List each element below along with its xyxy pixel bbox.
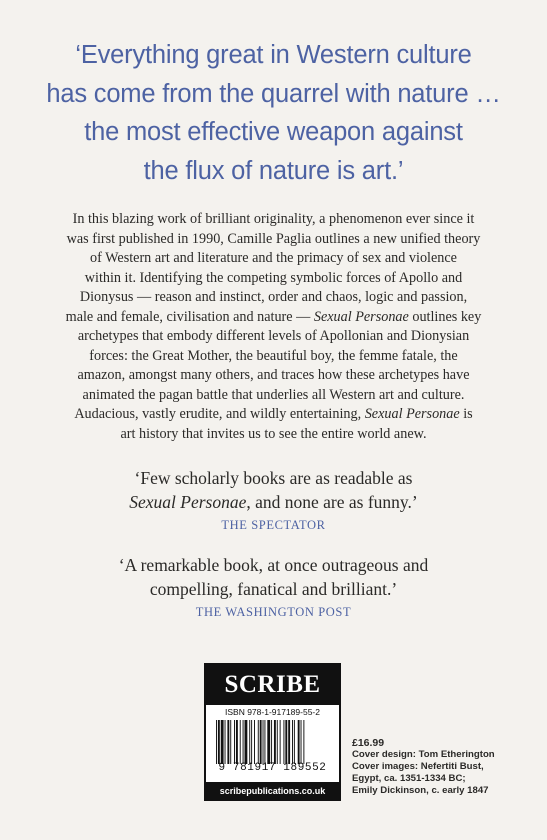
description-text: male and female, civilisation and nature — <box>65 308 314 325</box>
barcode-bar <box>285 720 287 764</box>
barcode-bar <box>292 720 293 764</box>
barcode-bar <box>271 720 272 764</box>
barcode-bar <box>235 720 237 764</box>
barcode-bar <box>239 720 240 764</box>
barcode-bar <box>234 720 235 764</box>
review-source: THE SPECTATOR <box>221 518 326 532</box>
isbn-label: ISBN 978-1-917189-55-2 <box>225 707 320 717</box>
barcode-digits: 9 781917 189552 <box>218 762 327 774</box>
description-line: In this blazing work of brilliant originality, a phenomenon ever since it <box>72 211 475 227</box>
review-source: THE WASHINGTON POST <box>195 605 352 619</box>
description-line: amazon, amongst many others, and traces how these archetypes have <box>77 367 470 383</box>
barcode-panel <box>204 663 341 801</box>
barcode-bar <box>251 720 252 764</box>
description-line <box>52 405 495 425</box>
barcode-bar <box>288 720 290 764</box>
book-title-italic: Sexual Personae <box>364 406 460 422</box>
credit-line: Emily Dickinson, c. early 1847 <box>352 785 489 796</box>
credit-line: Cover design: Tom Etherington <box>352 749 495 760</box>
credit-line: Cover images: Nefertiti Bust, <box>352 761 484 772</box>
description-line: art history that invites us to see the entire world anew. <box>120 425 427 442</box>
price-label: £16.99 <box>352 737 385 749</box>
book-title-italic: Sexual Personae <box>313 308 409 325</box>
barcode-bars <box>214 720 332 764</box>
pull-quote <box>30 36 517 190</box>
description-line: was first published in 1990, Camille Paglia outlines a new unified theory <box>66 230 481 247</box>
barcode-bar <box>217 720 219 764</box>
review-quote-spectator <box>40 466 507 533</box>
pull-quote-line: has come from the quarrel with nature … <box>46 79 501 108</box>
description-line: animated the pagan battle that underlies all Western art and culture. <box>82 386 465 403</box>
barcode-bar <box>227 720 229 764</box>
publisher-website: scribepublications.co.uk <box>206 782 339 799</box>
description-text: outlines key <box>408 308 482 325</box>
review-line <box>40 490 507 514</box>
barcode-bar <box>254 720 255 764</box>
barcode-bar <box>276 720 277 764</box>
barcode-bar <box>303 720 304 764</box>
barcode-bar <box>216 720 217 764</box>
description-text: is <box>459 406 473 422</box>
description-line: of Western art and literature and the primacy of sex and violence <box>90 250 457 266</box>
description-text: Audacious, vastly erudite, and wildly entertaining, <box>74 406 365 422</box>
barcode-bar <box>264 720 265 764</box>
book-description <box>52 210 495 444</box>
barcode-bar <box>279 720 280 764</box>
barcode-bar <box>249 720 250 764</box>
barcode-bar <box>257 720 258 764</box>
barcode-bar <box>297 720 299 764</box>
barcode-bar <box>273 720 275 764</box>
barcode-bar <box>267 720 270 764</box>
description-line: forces: the Great Mother, the beautiful boy, the femme fatale, the <box>89 347 458 364</box>
barcode-bar <box>293 720 294 764</box>
description-line: archetypes that embody different levels of Apollonian and Dionysian <box>77 328 470 344</box>
review-quote-washington-post <box>40 553 507 620</box>
book-title-italic: Sexual Personae <box>129 492 247 512</box>
barcode-bar <box>220 720 223 764</box>
barcode-bar <box>262 720 263 764</box>
review-line: ‘A remarkable book, at once outrageous and <box>118 555 429 575</box>
pull-quote-line: the most effective weapon against <box>84 118 463 146</box>
barcode-bar <box>242 720 243 764</box>
review-line: ‘Few scholarly books are as readable as <box>134 468 413 488</box>
description-line: within it. Identifying the competing symbolic forces of Apollo and <box>84 269 463 286</box>
barcode-bar <box>259 720 261 764</box>
description-line <box>52 308 495 328</box>
credit-line: Egypt, ca. 1351-1334 BC; <box>352 773 466 784</box>
pull-quote-line: ‘Everything great in Western culture <box>75 41 472 69</box>
barcode-bar <box>300 720 301 764</box>
barcode-bar <box>224 720 225 764</box>
cover-credits <box>352 737 542 797</box>
barcode-bar <box>244 720 247 764</box>
pull-quote-line: the flux of nature is art.’ <box>143 156 404 185</box>
barcode-bar <box>230 720 231 764</box>
barcode-bar <box>283 720 284 764</box>
review-line: compelling, fanatical and brilliant.’ <box>149 579 398 599</box>
publisher-logo: SCRIBE <box>206 665 339 705</box>
description-line: Dionysus — reason and instinct, order and chaos, logic and passion, <box>79 289 468 305</box>
review-text: , and none are as funny.’ <box>246 492 418 512</box>
